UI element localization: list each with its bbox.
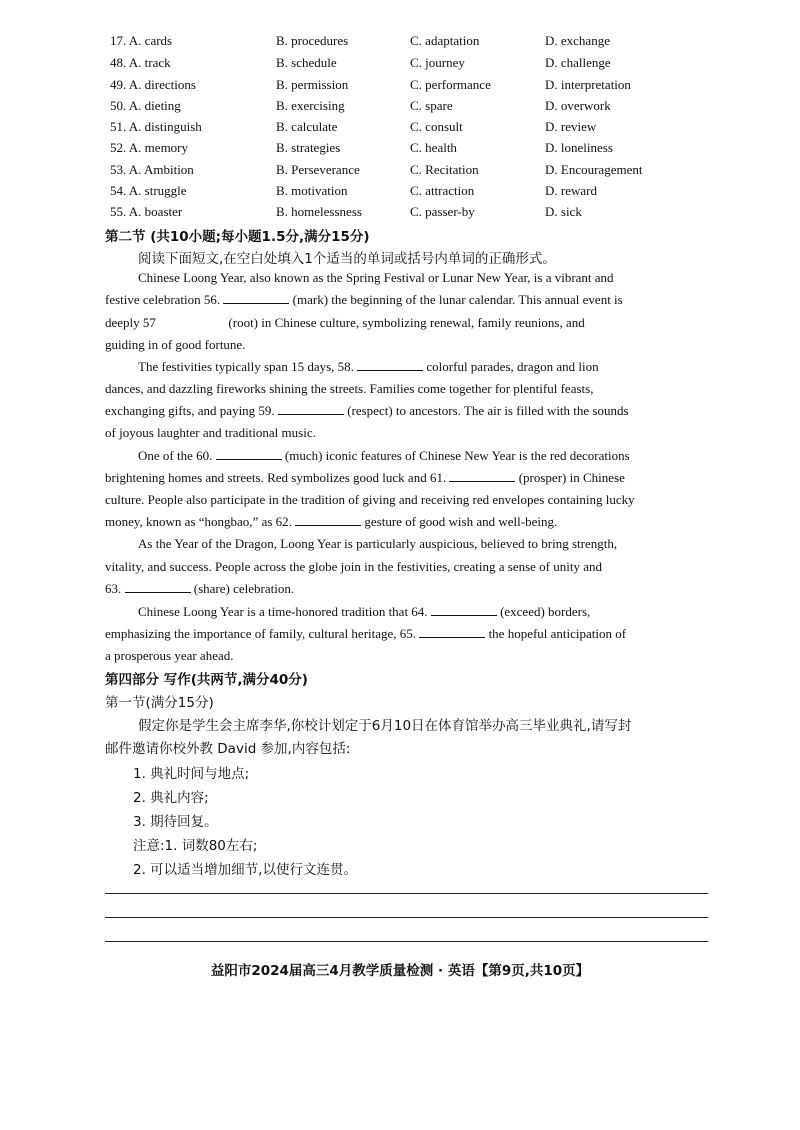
option-row xyxy=(110,119,710,139)
option-a: 48. A. track xyxy=(110,55,171,70)
passage-line: festive celebration 56. (mark) the beginning of the lunar calendar. This annual event is xyxy=(105,292,623,307)
passage-line: a prosperous year ahead. xyxy=(105,648,234,663)
option-row xyxy=(110,140,710,160)
passage-line: of joyous laughter and traditional music. xyxy=(105,425,316,440)
page-footer: 益阳市2024届高三4月教学质量检测 · 英语【第9页,共10页】 xyxy=(210,963,590,979)
option-c: C. adaptation xyxy=(410,33,480,48)
blank-60[interactable] xyxy=(216,447,282,460)
blank-58[interactable] xyxy=(357,358,423,371)
passage-line: culture. People also participate in the tradition of giving and receiving red envelopes containing lucky xyxy=(105,492,635,507)
option-a: 53. A. Ambition xyxy=(110,162,194,177)
writing-item: 3. 期待回复。 xyxy=(133,814,218,830)
option-c: C. consult xyxy=(410,119,463,134)
writing-note: 注意:1. 词数80左右; xyxy=(133,838,258,854)
passage-line: One of the 60. (much) iconic features of Chinese New Year is the red decorations xyxy=(138,448,630,463)
option-c: C. passer-by xyxy=(410,204,475,219)
blank-61[interactable] xyxy=(449,469,515,482)
option-a: 51. A. distinguish xyxy=(110,119,202,134)
writing-line[interactable] xyxy=(105,941,708,942)
option-row xyxy=(110,204,710,224)
option-c: C. journey xyxy=(410,55,465,70)
option-b: B. exercising xyxy=(276,98,345,113)
option-b: B. motivation xyxy=(276,183,348,198)
passage-line: dances, and dazzling fireworks shining the streets. Families come together for plentiful feasts, xyxy=(105,381,594,396)
option-d: D. sick xyxy=(545,204,582,219)
option-d: D. review xyxy=(545,119,597,134)
blank-62[interactable] xyxy=(295,513,361,526)
option-d: D. exchange xyxy=(545,33,610,48)
option-d: D. loneliness xyxy=(545,140,613,155)
part4-title: 第四部分 写作(共两节,满分40分) xyxy=(105,672,308,688)
option-c: C. spare xyxy=(410,98,453,113)
blank-57[interactable] xyxy=(159,315,225,327)
option-d: D. Encouragement xyxy=(545,162,643,177)
passage-line: 63. (share) celebration. xyxy=(105,581,295,596)
option-c: C. performance xyxy=(410,77,491,92)
passage-line: Chinese Loong Year is a time-honored tradition that 64. (exceed) borders, xyxy=(138,604,591,619)
option-a: 54. A. struggle xyxy=(110,183,187,198)
option-row xyxy=(110,98,710,118)
option-row xyxy=(110,183,710,203)
passage-line: money, known as “hongbao,” as 62. gesture of good wish and well-being. xyxy=(105,514,558,529)
passage-line: brightening homes and streets. Red symbolizes good luck and 61. (prosper) in Chinese xyxy=(105,470,625,485)
option-row xyxy=(110,33,710,53)
blank-56[interactable] xyxy=(223,291,289,304)
blank-65[interactable] xyxy=(419,625,485,638)
blank-63[interactable] xyxy=(125,580,191,593)
writing-line[interactable] xyxy=(105,917,708,918)
option-c: C. attraction xyxy=(410,183,475,198)
option-b: B. procedures xyxy=(276,33,349,48)
writing-item: 1. 典礼时间与地点; xyxy=(133,766,250,782)
passage-line: The festivities typically span 15 days, 58. colorful parades, dragon and lion xyxy=(138,359,599,374)
passage-line: As the Year of the Dragon, Loong Year is particularly auspicious, believed to bring strength, xyxy=(138,536,618,551)
section2-title: 第二节 (共10小题;每小题1.5分,满分15分) xyxy=(105,229,370,245)
option-c: C. Recitation xyxy=(410,162,479,177)
option-b: B. homelessness xyxy=(276,204,362,219)
option-b: B. calculate xyxy=(276,119,338,134)
blank-64[interactable] xyxy=(431,603,497,616)
option-row xyxy=(110,55,710,75)
passage-line: emphasizing the importance of family, cultural heritage, 65. the hopeful anticipation of xyxy=(105,626,627,641)
option-a: 52. A. memory xyxy=(110,140,189,155)
option-a: 55. A. boaster xyxy=(110,204,183,219)
passage-line: deeply 57 (root) in Chinese culture, symbolizing renewal, family reunions, and xyxy=(105,315,585,330)
option-row xyxy=(110,162,710,182)
option-d: D. challenge xyxy=(545,55,611,70)
option-d: D. reward xyxy=(545,183,597,198)
option-b: B. Perseverance xyxy=(276,162,360,177)
option-a: 17. A. cards xyxy=(110,33,173,48)
option-d: D. overwork xyxy=(545,98,611,113)
option-b: B. schedule xyxy=(276,55,337,70)
option-row xyxy=(110,77,710,97)
passage-line: vitality, and success. People across the globe join in the festivities, creating a sense of unity and xyxy=(105,559,603,574)
section2-instruction: 阅读下面短文,在空白处填入1个适当的单词或括号内单词的正确形式。 xyxy=(138,251,556,267)
option-d: D. interpretation xyxy=(545,77,631,92)
part4-subtitle: 第一节(满分15分) xyxy=(105,695,214,711)
option-c: C. health xyxy=(410,140,457,155)
blank-59[interactable] xyxy=(278,402,344,415)
writing-item: 2. 典礼内容; xyxy=(133,790,209,806)
writing-line[interactable] xyxy=(105,893,708,894)
option-a: 49. A. directions xyxy=(110,77,196,92)
option-b: B. strategies xyxy=(276,140,341,155)
writing-prompt-line: 邮件邀请你校外教 David 参加,内容包括: xyxy=(105,741,351,757)
writing-prompt-line: 假定你是学生会主席李华,你校计划定于6月10日在体育馆举办高三毕业典礼,请写封 xyxy=(138,718,632,734)
passage-line: exchanging gifts, and paying 59. (respect) to ancestors. The air is filled with the sounds xyxy=(105,403,629,418)
writing-note: 2. 可以适当增加细节,以使行文连贯。 xyxy=(133,862,357,878)
passage-line: Chinese Loong Year, also known as the Spring Festival or Lunar New Year, is a vibrant and xyxy=(138,270,614,285)
option-a: 50. A. dieting xyxy=(110,98,181,113)
option-b: B. permission xyxy=(276,77,349,92)
passage-line: guiding in of good fortune. xyxy=(105,337,246,352)
